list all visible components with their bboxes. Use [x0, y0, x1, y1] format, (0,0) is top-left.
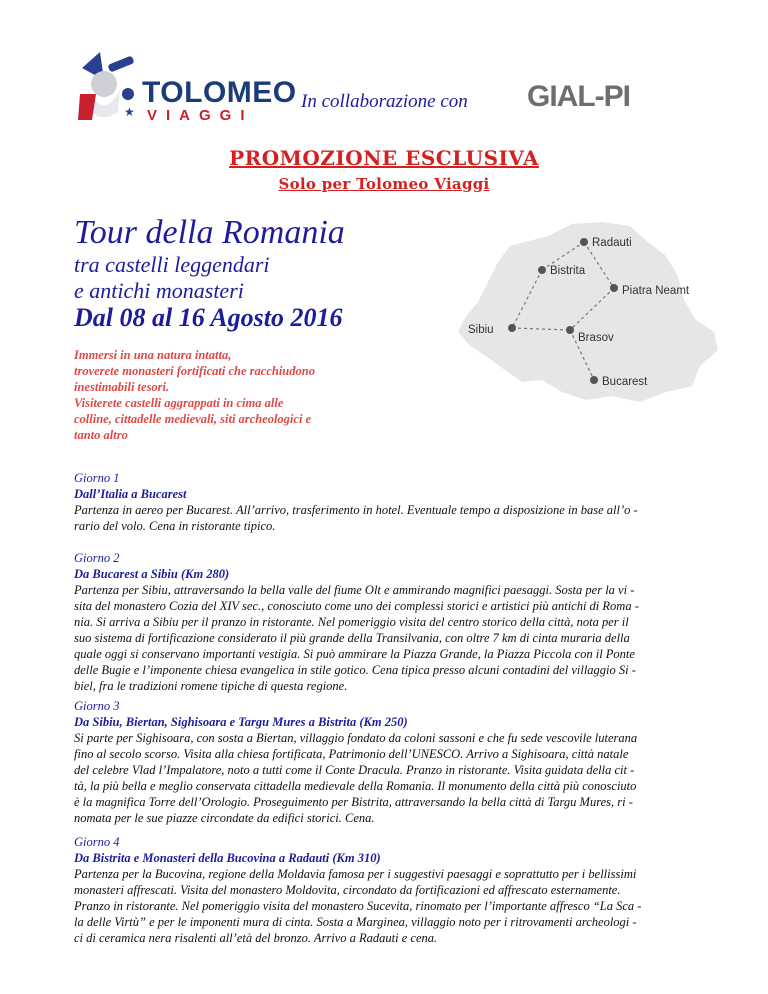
city-label: Bistrita — [550, 265, 586, 277]
brand-subtitle: VIAGGI — [147, 107, 254, 124]
day-route: Da Sibiu, Biertan, Sighisoara e Targu Mures a Bistrita (Km 250) — [74, 715, 408, 729]
tour-dates: Dal 08 al 16 Agosto 2016 — [74, 303, 343, 332]
day-route: Dall’Italia a Bucarest — [74, 487, 187, 501]
intro-text — [74, 347, 364, 443]
day-text-line: biel, fra le tradizioni romene tipiche di questa regione. — [74, 679, 348, 693]
city-dot — [508, 324, 516, 332]
day-text-line: suo sistema di fortificazione considerato il più grande della Transilvania, con oltre 7 km di cinta muraria della — [74, 631, 630, 645]
city-label: Radauti — [592, 237, 632, 249]
itinerary-day — [74, 698, 706, 826]
day-description — [74, 582, 706, 694]
day-text-line: monasteri affrescati. Visita del monastero Moldovita, circondato da fortificazioni ed affrescato esternamente. — [74, 883, 621, 897]
partner-logo: GIAL-PI — [527, 80, 630, 113]
intro-line: tanto altro — [74, 428, 128, 442]
day-text-line: è la magnifica Torre dell’Orologio. Proseguimento per Bistrita, attraversando la bella città di Targu Mures, ri - — [74, 795, 633, 809]
city-dot — [610, 284, 618, 292]
intro-line: Visiterete castelli aggrappati in cima alle — [74, 396, 284, 410]
day-route: Da Bistrita e Monasteri della Bucovina a Radauti (Km 310) — [74, 851, 381, 865]
day-description — [74, 866, 706, 946]
day-label: Giorno 3 — [74, 699, 120, 713]
day-text-line: sita del monastero Cozia del XIV sec., conosciuto come uno dei complessi storici e artistici più antichi di Roma - — [74, 599, 639, 613]
itinerary-day — [74, 550, 706, 694]
svg-text:★: ★ — [124, 105, 135, 119]
day-text-line: rario del volo. Cena in ristorante tipico. — [74, 519, 276, 533]
tour-subtitle-line1: tra castelli leggendari — [74, 252, 270, 277]
city-dot — [580, 238, 588, 246]
day-label: Giorno 2 — [74, 551, 120, 565]
city-label: Bucarest — [602, 376, 648, 388]
day-text-line: Si parte per Sighisoara, con sosta a Biertan, villaggio fondato da coloni sassoni e che fu sede vescovile luterana — [74, 731, 638, 745]
city-label: Brasov — [578, 332, 614, 344]
day-text-line: fino al secolo scorso. Visita alla chiesa fortificata, Patrimonio dell’UNESCO. Arrivo a Sighisoara, città natale — [74, 747, 629, 761]
day-text-line: del celebre Vlad l’Impalatore, noto a tutti come il Conte Dracula. Pranzo in ristorante. Visita guidata della cit - — [74, 763, 635, 777]
day-text-line: ci di ceramica nera risalenti all’età del bronzo. Arrivo a Radauti e cena. — [74, 931, 438, 945]
day-label: Giorno 4 — [74, 835, 120, 849]
city-dot — [538, 266, 546, 274]
promo-title: PROMOZIONE ESCLUSIVA — [229, 146, 539, 170]
city-label: Sibiu — [468, 324, 494, 336]
day-description — [74, 730, 706, 826]
romania-route-map — [452, 216, 722, 416]
day-text-line: delle Bugie e l’imponente chiesa evangelica in stile gotico. Cena tipica presso alcuni contadini del villaggio Si - — [74, 663, 636, 677]
brand-name: TOLOMEO — [142, 76, 297, 109]
itinerary-day — [74, 470, 706, 534]
tour-title: Tour della Romania — [74, 214, 345, 251]
tolomeo-wizard-logo — [74, 50, 138, 122]
day-description — [74, 502, 706, 534]
promo-subtitle: Solo per Tolomeo Viaggi — [278, 175, 490, 193]
collaboration-text: In collaborazione con — [301, 91, 468, 112]
day-text-line: Partenza in aereo per Bucarest. All’arrivo, trasferimento in hotel. Eventuale tempo a disposizione in base all’o - — [74, 503, 638, 517]
intro-line: colline, cittadelle medievali, siti archeologici e — [74, 412, 312, 426]
intro-line: troverete monasteri fortificati che racchiudono — [74, 364, 315, 378]
day-text-line: tà, la più bella e meglio conservata cittadella medievale della Romania. Il monumento della città più conosciuto — [74, 779, 637, 793]
day-text-line: la delle Virtù” e per le imponenti mura di cinta. Sosta a Marginea, villaggio noto per i ritrovamenti archeologi - — [74, 915, 637, 929]
day-text-line: quale oggi si conservano importanti vestigia. Si può ammirare la Piazza Grande, la Piazza Piccola con il Ponte — [74, 647, 635, 661]
city-label: Piatra Neamt — [622, 285, 690, 297]
itinerary-day — [74, 834, 706, 946]
day-text-line: nomata per le sue piazze circondate da edifici storici. Cena. — [74, 811, 375, 825]
city-dot — [566, 326, 574, 334]
intro-line: Immersi in una natura intatta, — [74, 348, 232, 362]
intro-line: inestimabili tesori. — [74, 380, 170, 394]
day-text-line: Partenza per Sibiu, attraversando la bella valle del fiume Olt e ammirando magnifici paesaggi. Sosta per la vi - — [74, 583, 635, 597]
city-dot — [590, 376, 598, 384]
day-label: Giorno 1 — [74, 471, 120, 485]
day-text-line: Pranzo in ristorante. Nel pomeriggio visita del monastero Sucevita, rinomato per l’importante affresco “La Sca - — [74, 899, 642, 913]
day-text-line: nia. Si arriva a Sibiu per il pranzo in ristorante. Nel pomeriggio visita del centro storico della città, nota per il — [74, 615, 629, 629]
day-route: Da Bucarest a Sibiu (Km 280) — [74, 567, 230, 581]
tour-subtitle-line2: e antichi monasteri — [74, 278, 244, 303]
day-text-line: Partenza per la Bucovina, regione della Moldavia famosa per i suggestivi paesaggi e soprattutto per i bellissimi — [74, 867, 637, 881]
